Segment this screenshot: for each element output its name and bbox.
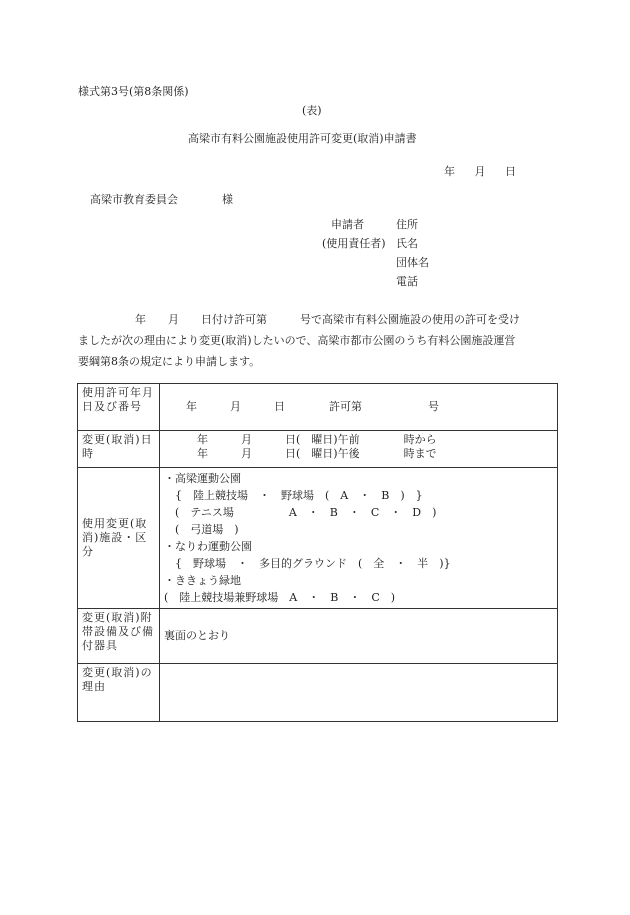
date-year: 年 [444, 165, 455, 178]
page-title: 高梁市有料公園施設使用許可変更(取消)申請書 [188, 132, 417, 145]
group-field-label: 団体名 [396, 256, 429, 269]
facility-line: { 野球場 ・ 多目的グラウンド ( 全 ・ 半 )} [164, 557, 451, 570]
responsible-person-label: (使用責任者) [322, 237, 386, 250]
facility-label: 使用変更(取消)施設・区分 [78, 468, 160, 609]
facility-line: ( テニス場 A ・ B ・ C ・ D ) [164, 506, 437, 519]
facility-line: ( 陸上競技場兼野球場 A ・ B ・ C ) [164, 591, 396, 604]
form-number: 様式第3号(第8条関係) [78, 85, 189, 98]
reason-field[interactable] [160, 664, 558, 722]
table-row [78, 431, 558, 468]
facility-line: ・高梁運動公園 [164, 472, 241, 485]
table-row [78, 609, 558, 664]
address-field-label: 住所 [396, 218, 418, 231]
change-datetime-field[interactable] [160, 431, 558, 468]
date-day: 日 [505, 165, 516, 178]
permit-date-number-field[interactable]: 年 月 日 許可第 号 [160, 384, 558, 431]
applicant-label: 申請者 [331, 218, 364, 231]
equipment-label: 変更(取消)附帯設備及び備付器具 [78, 609, 160, 664]
date-line [444, 165, 532, 179]
equipment-field[interactable]: 裏面のとおり [160, 609, 558, 664]
table-row [78, 384, 558, 431]
facility-line: { 陸上競技場 ・ 野球場 ( A ・ B ) } [164, 489, 423, 502]
side-label: (表) [302, 104, 322, 117]
facility-line: ( 弓道場 ) [164, 523, 239, 536]
facility-field[interactable] [160, 468, 558, 609]
addressee: 高梁市教育委員会 様 [90, 193, 233, 206]
statement-line-2: ましたが次の理由により変更(取消)したいので、高梁市都市公園のうち有料公園施設運営 [78, 334, 516, 347]
statement-line-1: 年 月 日付け許可第 号で高梁市有料公園施設の使用の許可を受け [135, 313, 520, 326]
permit-date-number-label: 使用許可年月日及び番号 [78, 384, 160, 431]
facility-line: ・ききょう緑地 [164, 574, 241, 587]
change-datetime-label: 変更(取消)日時 [78, 431, 160, 468]
phone-field-label: 電話 [396, 275, 418, 288]
application-statement [78, 309, 556, 372]
facility-line: ・なりわ運動公園 [164, 540, 252, 553]
date-month: 月 [474, 165, 486, 178]
reason-label: 変更(取消)の理由 [78, 664, 160, 722]
application-table [77, 383, 558, 722]
name-field-label: 氏名 [396, 237, 418, 250]
datetime-from: 年 月 日( 曜日)午前 時から [164, 433, 437, 446]
datetime-to: 年 月 日( 曜日)午後 時まで [164, 447, 437, 460]
table-row [78, 468, 558, 609]
table-row [78, 664, 558, 722]
statement-line-3: 要綱第8条の規定により申請します。 [78, 355, 261, 368]
